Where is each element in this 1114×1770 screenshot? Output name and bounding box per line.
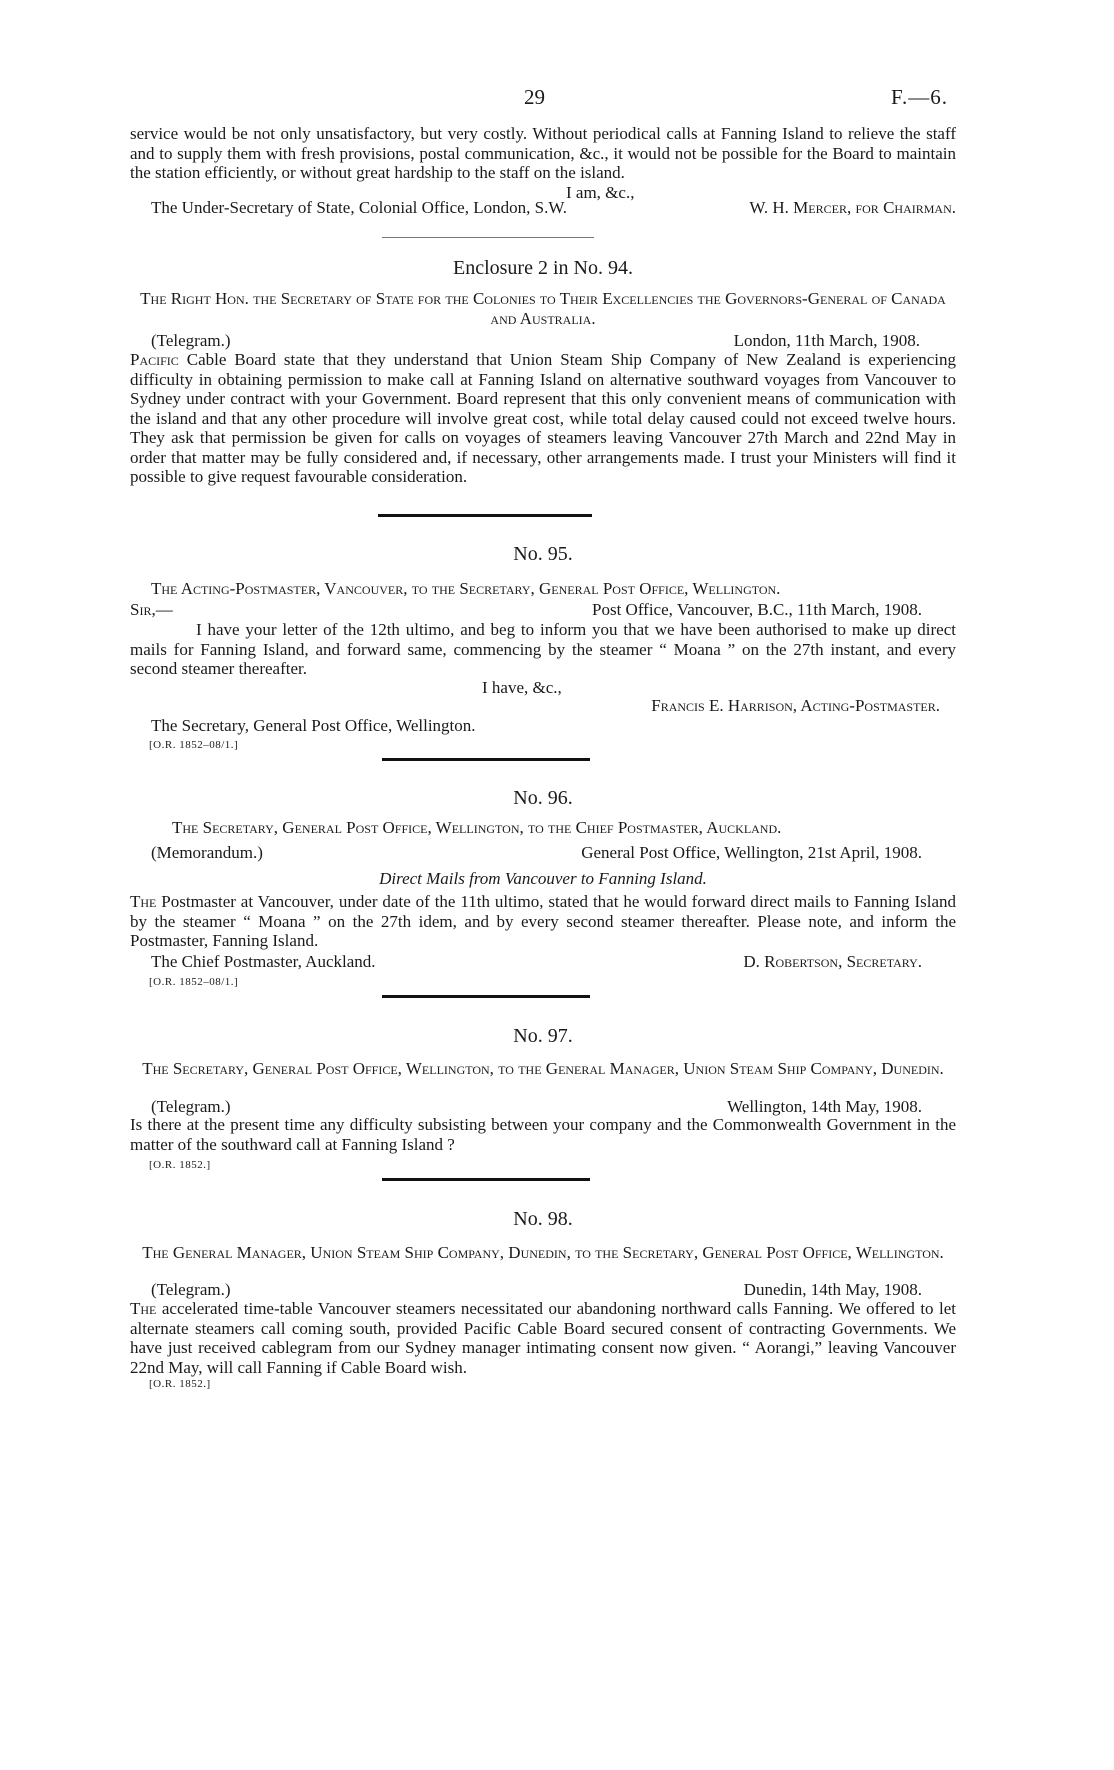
- no97-meta-row: [130, 1097, 956, 1117]
- addressee: The Secretary, General Post Office, Wellington.: [151, 716, 476, 735]
- place-date: London, 11th March, 1908.: [733, 331, 920, 350]
- enclosure-heading: Enclosure 2 in No. 94.: [453, 257, 633, 279]
- lead-word: The: [130, 1299, 157, 1318]
- no96-body: [130, 892, 956, 951]
- no96-subject: Direct Mails from Vancouver to Fanning Island.: [379, 869, 707, 888]
- no98-file-reference: [O.R. 1852.]: [149, 1378, 211, 1390]
- enclosure-body: [130, 350, 956, 487]
- divider-thick: [382, 995, 590, 998]
- no97-body: Is there at the present time any difficulty subsisting between your company and the Commonwealth Government in the matter of the southward call at Fanning Island ?: [130, 1115, 956, 1154]
- no96-meta-row: [130, 843, 956, 863]
- paper-reference: F.—6.: [891, 85, 948, 109]
- place-date: Wellington, 14th May, 1908.: [727, 1097, 922, 1116]
- no95-file-reference: [O.R. 1852–08/1.]: [149, 739, 239, 751]
- divider-thick: [378, 514, 592, 517]
- enclosure-from-line: The Right Hon. the Secretary of State for the Colonies to Their Excellencies the Governors-General of Canada and Australia.: [140, 289, 946, 328]
- lead-word: The: [130, 892, 157, 911]
- divider-thick: [382, 1178, 590, 1181]
- from-line: The Acting-Postmaster, Vancouver, to the Secretary, General Post Office, Wellington.: [151, 579, 781, 598]
- no97-from-line: The Secretary, General Post Office, Wellington, to the General Manager, Union Steam Ship Company, Dunedin.: [142, 1059, 944, 1078]
- no96-from-row: [130, 818, 956, 838]
- message-type: (Telegram.): [151, 331, 231, 350]
- message-type: (Telegram.): [151, 1280, 231, 1299]
- no95-body: I have your letter of the 12th ultimo, and beg to inform you that we have been authorised to make up direct mails for Fanning Island, and forward same, commencing by the steamer “ Moana ” on the 27th instant, and every second steamer thereafter.: [130, 620, 956, 678]
- enclosure-meta-row: [130, 331, 956, 351]
- continuation-paragraph: service would be not only unsatisfactory, but very costly. Without periodical calls at Fanning Island to relieve the staff and to supply them with fresh provisions, postal communication, &c., it would not be possible for the Board to maintain the station efficiently, or without great hardship to the staff on the island.: [130, 124, 956, 182]
- message-type: (Memorandum.): [151, 843, 263, 862]
- no95-from-row: [130, 579, 956, 599]
- closing-text: I have, &c.,: [482, 678, 562, 697]
- no97-heading: No. 97.: [513, 1025, 573, 1047]
- no95-heading: No. 95.: [513, 543, 573, 565]
- no96-file-reference: [O.R. 1852–08/1.]: [149, 976, 239, 988]
- salutation: Sir,—: [130, 600, 173, 619]
- message-type: (Telegram.): [151, 1097, 231, 1116]
- place-date: Post Office, Vancouver, B.C., 11th March, 1908.: [592, 600, 922, 619]
- no95-closing-row: [130, 678, 956, 698]
- addressee: The Chief Postmaster, Auckland.: [151, 952, 376, 971]
- no95-addressee-row: [130, 716, 956, 736]
- no95-salutation-row: [130, 600, 956, 620]
- top-addressee-row: [130, 198, 956, 218]
- no97-file-reference: [O.R. 1852.]: [149, 1159, 211, 1171]
- no98-from-line: The General Manager, Union Steam Ship Company, Dunedin, to the Secretary, General Post Office, Wellington.: [142, 1243, 944, 1262]
- body-text: Postmaster at Vancouver, under date of the 11th ultimo, stated that he would forward direct mails to Fanning Island by the steamer “ Moana ” on the 27th idem, and by every second steamer thereafter. Please note, and inform the Postmaster, Fanning Island.: [130, 892, 957, 950]
- place-date: General Post Office, Wellington, 21st April, 1908.: [581, 843, 922, 862]
- no96-heading: No. 96.: [513, 787, 573, 809]
- no96-addressee-row: [130, 952, 956, 972]
- signature: W. H. Mercer, for Chairman.: [749, 198, 956, 217]
- divider-thin: [382, 237, 594, 238]
- page-number: 29: [524, 85, 545, 109]
- body-text: accelerated time-table Vancouver steamers necessitated our abandoning northward calls Fanning. We offered to let alternate steamers call coming south, provided Pacific Cable Board secured consent of contracting Governments. We have just received cablegram from our Sydney manager intimating consent now given. “ Aorangi,” leaving Vancouver 22nd May, will call Fanning if Cable Board wish.: [130, 1299, 957, 1377]
- lead-word: Pacific: [130, 350, 179, 369]
- body-text: Cable Board state that they understand that Union Steam Ship Company of New Zealand is experiencing difficulty in obtaining permission to make call at Fanning Island on alternative southward voyages from Vancouver to Sydney under contract with your Government. Board represent that this only convenient means of communication with the island and that any other procedure will involve great cost, while total delay caused could not exceed twelve hours. They ask that permission be given for calls on voyages of steamers leaving Vancouver 27th March and 22nd May in order that matter may be fully considered and, if necessary, other arrangements made. I trust your Ministers will find it possible to give request favourable consideration.: [130, 350, 957, 486]
- no98-body: [130, 1299, 956, 1377]
- no98-heading: No. 98.: [513, 1208, 573, 1230]
- closing-text: I am, &c.,: [566, 183, 635, 202]
- signature: Francis E. Harrison, Acting-Postmaster.: [651, 696, 940, 715]
- page-header: [130, 85, 956, 114]
- place-date: Dunedin, 14th May, 1908.: [743, 1280, 922, 1299]
- signature: D. Robertson, Secretary.: [743, 952, 922, 971]
- divider-thick: [382, 758, 590, 761]
- no95-signature-row: [130, 696, 956, 716]
- addressee: The Under-Secretary of State, Colonial Office, London, S.W.: [151, 198, 568, 217]
- no98-meta-row: [130, 1280, 956, 1300]
- from-line: The Secretary, General Post Office, Wellington, to the Chief Postmaster, Auckland.: [172, 818, 782, 837]
